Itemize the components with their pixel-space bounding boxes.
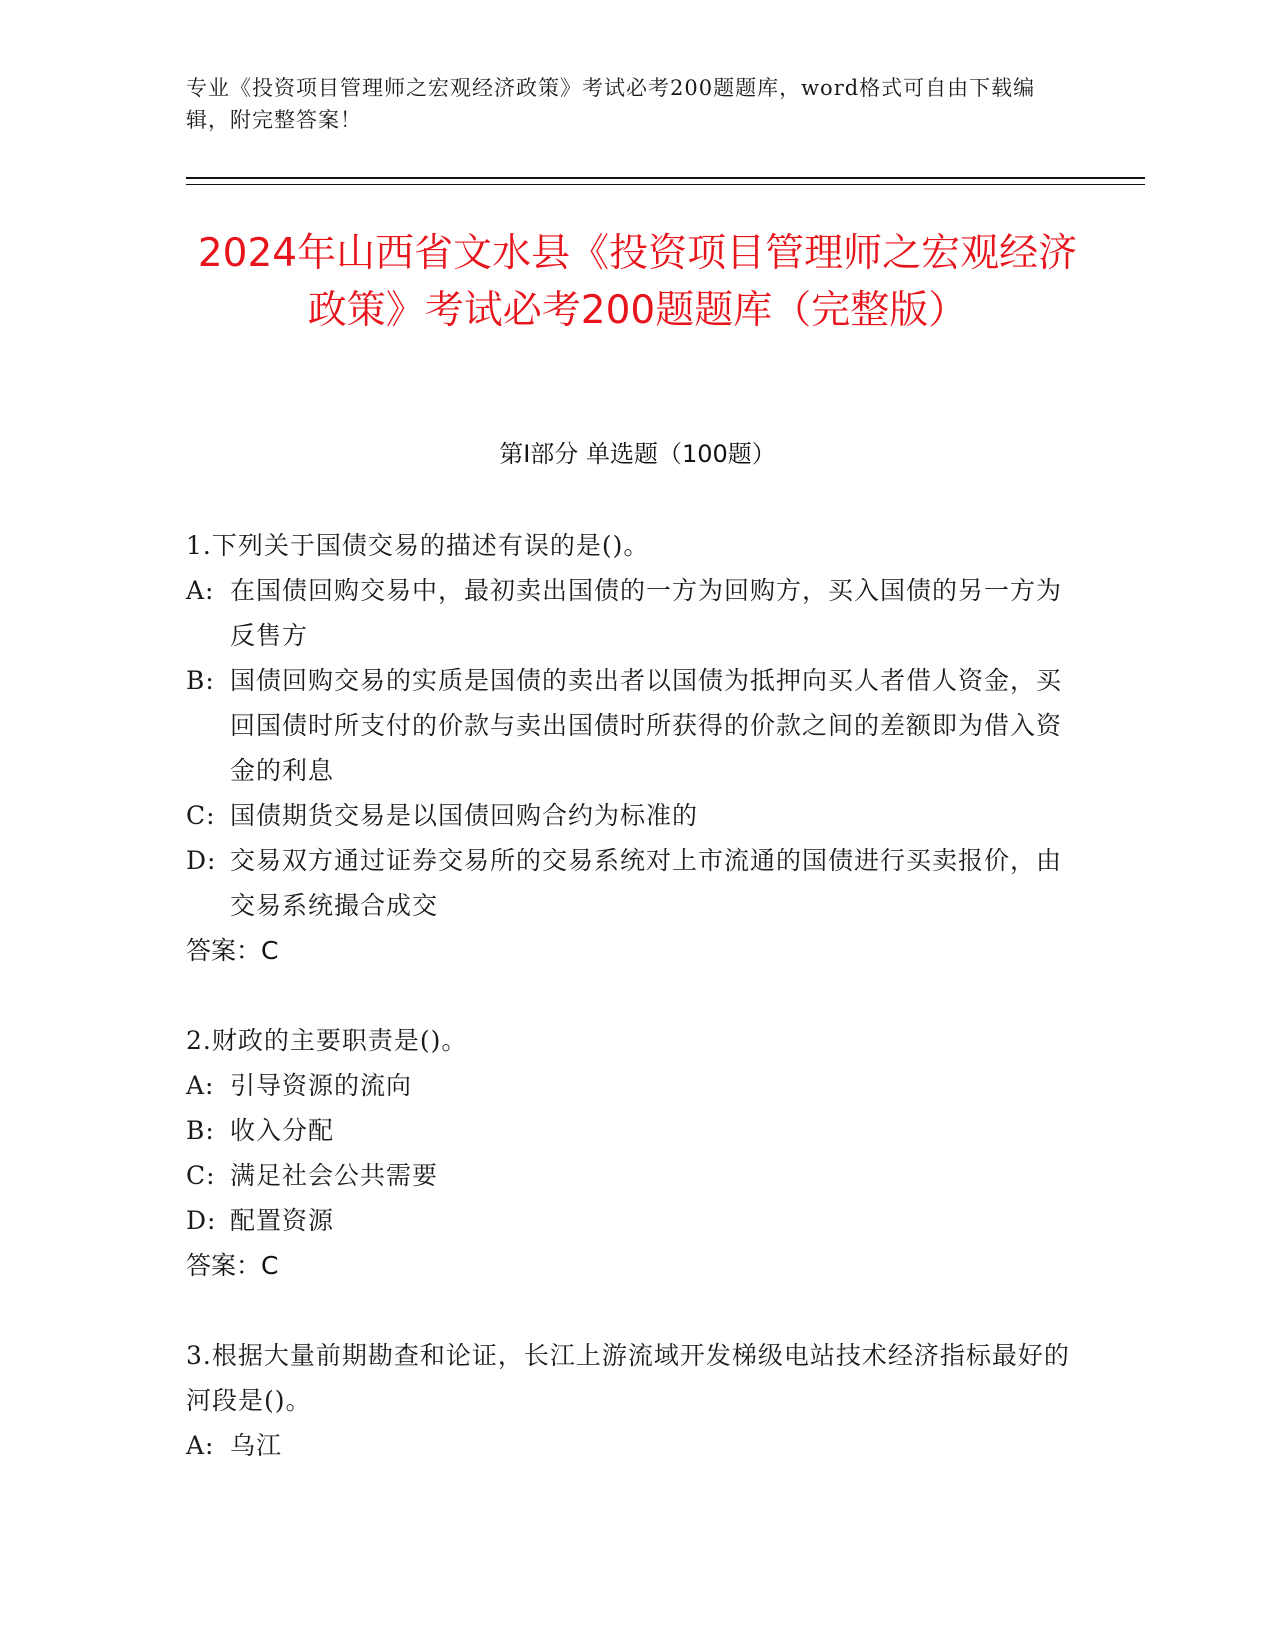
option-c (186, 793, 1086, 838)
question-stem: 1.下列关于国债交易的描述有误的是()。 (186, 531, 650, 560)
document-title: 2024年山西省文水县《投资项目管理师之宏观经济政策》考试必考200题题库（完整版） (197, 231, 1078, 333)
option-letter: B: (186, 1116, 215, 1145)
question-2 (186, 1018, 1086, 1288)
option-text: 乌江 (230, 1431, 283, 1460)
header-rule-thin (186, 184, 1145, 185)
option-text: 国债期货交易是以国债回购合约为标准的 (230, 801, 699, 830)
option-letter: A: (186, 1431, 215, 1460)
answer-line: 答案：C (186, 1251, 279, 1280)
header-rule-thick (186, 177, 1145, 179)
option-text: 交易双方通过证券交易所的交易系统对上市流通的国债进行买卖报价，由交易系统撮合成交 (230, 846, 1063, 920)
option-letter: D: (186, 1206, 217, 1235)
option-letter: C: (186, 1161, 216, 1190)
question-stem: 2.财政的主要职责是()。 (186, 1026, 468, 1055)
option-a (186, 1423, 1086, 1468)
option-a (186, 1063, 1086, 1108)
option-d (186, 838, 1086, 928)
option-text: 国债回购交易的实质是国债的卖出者以国债为抵押向买人者借人资金，买回国债时所支付的价款与卖出国债时所获得的价款之间的差额即为借入资金的利息 (230, 666, 1063, 785)
option-text: 配置资源 (230, 1206, 335, 1235)
option-d (186, 1198, 1086, 1243)
option-a (186, 568, 1086, 658)
option-c (186, 1153, 1086, 1198)
question-3 (186, 1333, 1086, 1468)
option-text: 引导资源的流向 (230, 1071, 413, 1100)
option-letter: C: (186, 801, 216, 830)
header-note: 专业《投资项目管理师之宏观经济政策》考试必考200题题库，word格式可自由下载编辑，附完整答案！ (186, 76, 1036, 132)
answer-line: 答案：C (186, 936, 279, 965)
option-text: 在国债回购交易中，最初卖出国债的一方为回购方，买入国债的另一方为反售方 (230, 576, 1063, 650)
question-stem: 3.根据大量前期勘查和论证，长江上游流域开发梯级电站技术经济指标最好的河段是()。 (186, 1341, 1070, 1415)
option-letter: D: (186, 846, 217, 875)
option-text: 满足社会公共需要 (230, 1161, 439, 1190)
section-heading: 第I部分 单选题（100题） (499, 440, 776, 468)
question-list (186, 523, 1086, 1513)
option-letter: A: (186, 1071, 215, 1100)
option-letter: B: (186, 666, 215, 695)
option-b (186, 1108, 1086, 1153)
option-letter: A: (186, 576, 215, 605)
question-1 (186, 523, 1086, 973)
option-b (186, 658, 1086, 793)
option-text: 收入分配 (230, 1116, 335, 1145)
